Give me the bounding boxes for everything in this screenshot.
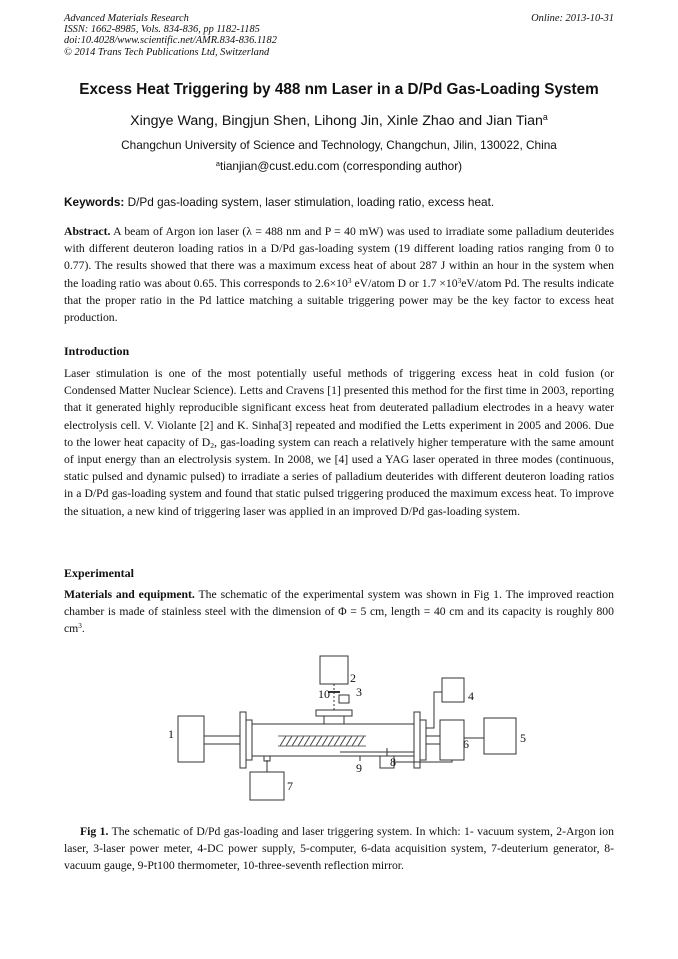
vacuum-system-box: [178, 716, 204, 762]
keywords: [64, 195, 614, 209]
experimental-body: [64, 586, 614, 638]
email-superscript: a: [215, 158, 220, 168]
author-names: Xingye Wang, Bingjun Shen, Lihong Jin, Xinle Zhao and Jian Tian: [130, 113, 543, 129]
right-flange: [414, 712, 420, 768]
caption-label: Fig 1.: [80, 825, 109, 838]
right-flange-inner: [420, 720, 426, 760]
author-superscript: a: [542, 112, 548, 123]
figure-caption: [64, 823, 614, 874]
deuterium-generator-box: [250, 772, 284, 800]
abstract: [64, 223, 614, 326]
reaction-chamber: [252, 724, 414, 756]
label-8: 8: [390, 755, 396, 769]
schematic-figure: [160, 648, 540, 808]
email-line: [0, 159, 678, 173]
window-holder: [324, 716, 344, 724]
intro-text: , gas-loading system can reach a relatively higher temperature with the same amount of input energy than an electrolysis system. In 2008, we [4] used a YAG laser operated in three modes (continuous, static pulsed and dynamic pulsed) to irradiate a series of palladium deuterides with different deuteron loading ratios in a D/Pd gas-loading system and found that static pulsed triggering produced the maximum excess heat. To improve the situation, a new kind of triggering laser was applied in an improved D/Pd gas-loading system.: [64, 435, 615, 518]
data-acquisition-box: [440, 720, 464, 760]
abstract-text: eV/atom D or 1.7 ×10: [351, 276, 458, 290]
label-9: 9: [356, 761, 362, 775]
journal-name: Advanced Materials Research: [64, 13, 189, 24]
introduction-heading: Introduction: [64, 344, 130, 358]
palladium-sample: [280, 736, 364, 746]
label-1: 1: [168, 727, 174, 741]
label-3: 3: [356, 685, 362, 699]
label-4: 4: [468, 689, 474, 703]
affiliation: Changchun University of Science and Technology, Changchun, Jilin, 130022, China: [121, 138, 557, 152]
experimental-heading: Experimental: [64, 566, 134, 580]
keywords-label: Keywords:: [64, 195, 125, 209]
intro-subscript: 2: [210, 440, 215, 450]
experimental-sup: 3: [78, 622, 82, 631]
left-flange-inner: [246, 720, 252, 760]
journal-header: [64, 13, 277, 58]
dc-power-supply-box: [442, 678, 464, 702]
materials-label: Materials and equipment.: [64, 588, 195, 601]
experimental-text: .: [81, 622, 85, 636]
experimental-text: The schematic of the experimental system was shown in Fig 1. The improved reaction chamber is made of stainless steel with the dimension of Φ = 5 cm, length = 40 cm and its capacity is roughly 800 cm: [64, 588, 614, 636]
power-meter: [339, 695, 349, 703]
doi-line: doi:10.4028/www.scientific.net/AMR.834-836.1182: [64, 35, 277, 47]
window-port: [316, 710, 352, 716]
issn-line: ISSN: 1662-8985, Vols. 834-836, pp 1182-1185: [64, 24, 260, 36]
caption-text: The schematic of D/Pd gas-loading and laser triggering system. In which: 1- vacuum system, 2-Argon ion laser, 3-laser power meter, 4-DC power supply, 5-computer, 6-data acquisition system, 7-deuterium generator, 8-vacuum gauge, 9-Pt100 thermometer, 10-three-seventh reflection mirror.: [64, 825, 614, 872]
copyright-line: © 2014 Trans Tech Publications Ltd, Switzerland: [64, 46, 270, 58]
label-2: 2: [350, 671, 356, 685]
intro-text: Laser stimulation is one of the most potentially useful methods of triggering excess heat in cold fusion (or Condensed Matter Nuclear Science). Letts and Cravens [1] presented this method for the first time in 2003, reporting that it generated highly reproducible significant excess heat from deuterated palladium electrodes in a heavy water electrolysis cell. V. Violante [2] and K. Sinha[3] repeated and modified the Letts experiment in 2005 and 2006. Due to the lower heat capacity of D: [64, 367, 614, 449]
abstract-text: A beam of Argon ion laser (λ = 488 nm and P = 40 mW) was used to irradiate some palladium deuterides with different deuteron loading ratios in a D/Pd gas-loading system (19 different loading ratios ranging from 0 to 0.77). The results showed that there was a maximum excess heat of about 287 J within an hour in the system when the loading ratio was about 0.65. This corresponds to 2.6×10: [64, 225, 614, 290]
label-5: 5: [520, 731, 526, 745]
authors: [0, 113, 678, 129]
introduction-body: [64, 365, 614, 520]
abstract-label: Abstract.: [64, 225, 111, 238]
keywords-text: D/Pd gas-loading system, laser stimulation, loading ratio, excess heat.: [124, 195, 495, 209]
label-10: 10: [318, 687, 330, 701]
label-7: 7: [287, 779, 293, 793]
email-text: tianjian@cust.edu.com (corresponding author): [219, 159, 463, 173]
paper-title: Excess Heat Triggering by 488 nm Laser in a D/Pd Gas-Loading System: [79, 81, 599, 98]
abstract-text: eV/atom Pd. The results indicate that the proper ratio in the Pd lattice matching a suitable triggering power may be the key factor to excess heat production.: [64, 276, 614, 325]
argon-laser-box: [320, 656, 348, 684]
left-flange: [240, 712, 246, 768]
abstract-sup: 3: [347, 276, 352, 285]
abstract-sup: 3: [457, 276, 462, 285]
online-date: Online: 2013-10-31: [531, 13, 614, 24]
label-6: 6: [463, 737, 469, 751]
computer-box: [484, 718, 516, 754]
